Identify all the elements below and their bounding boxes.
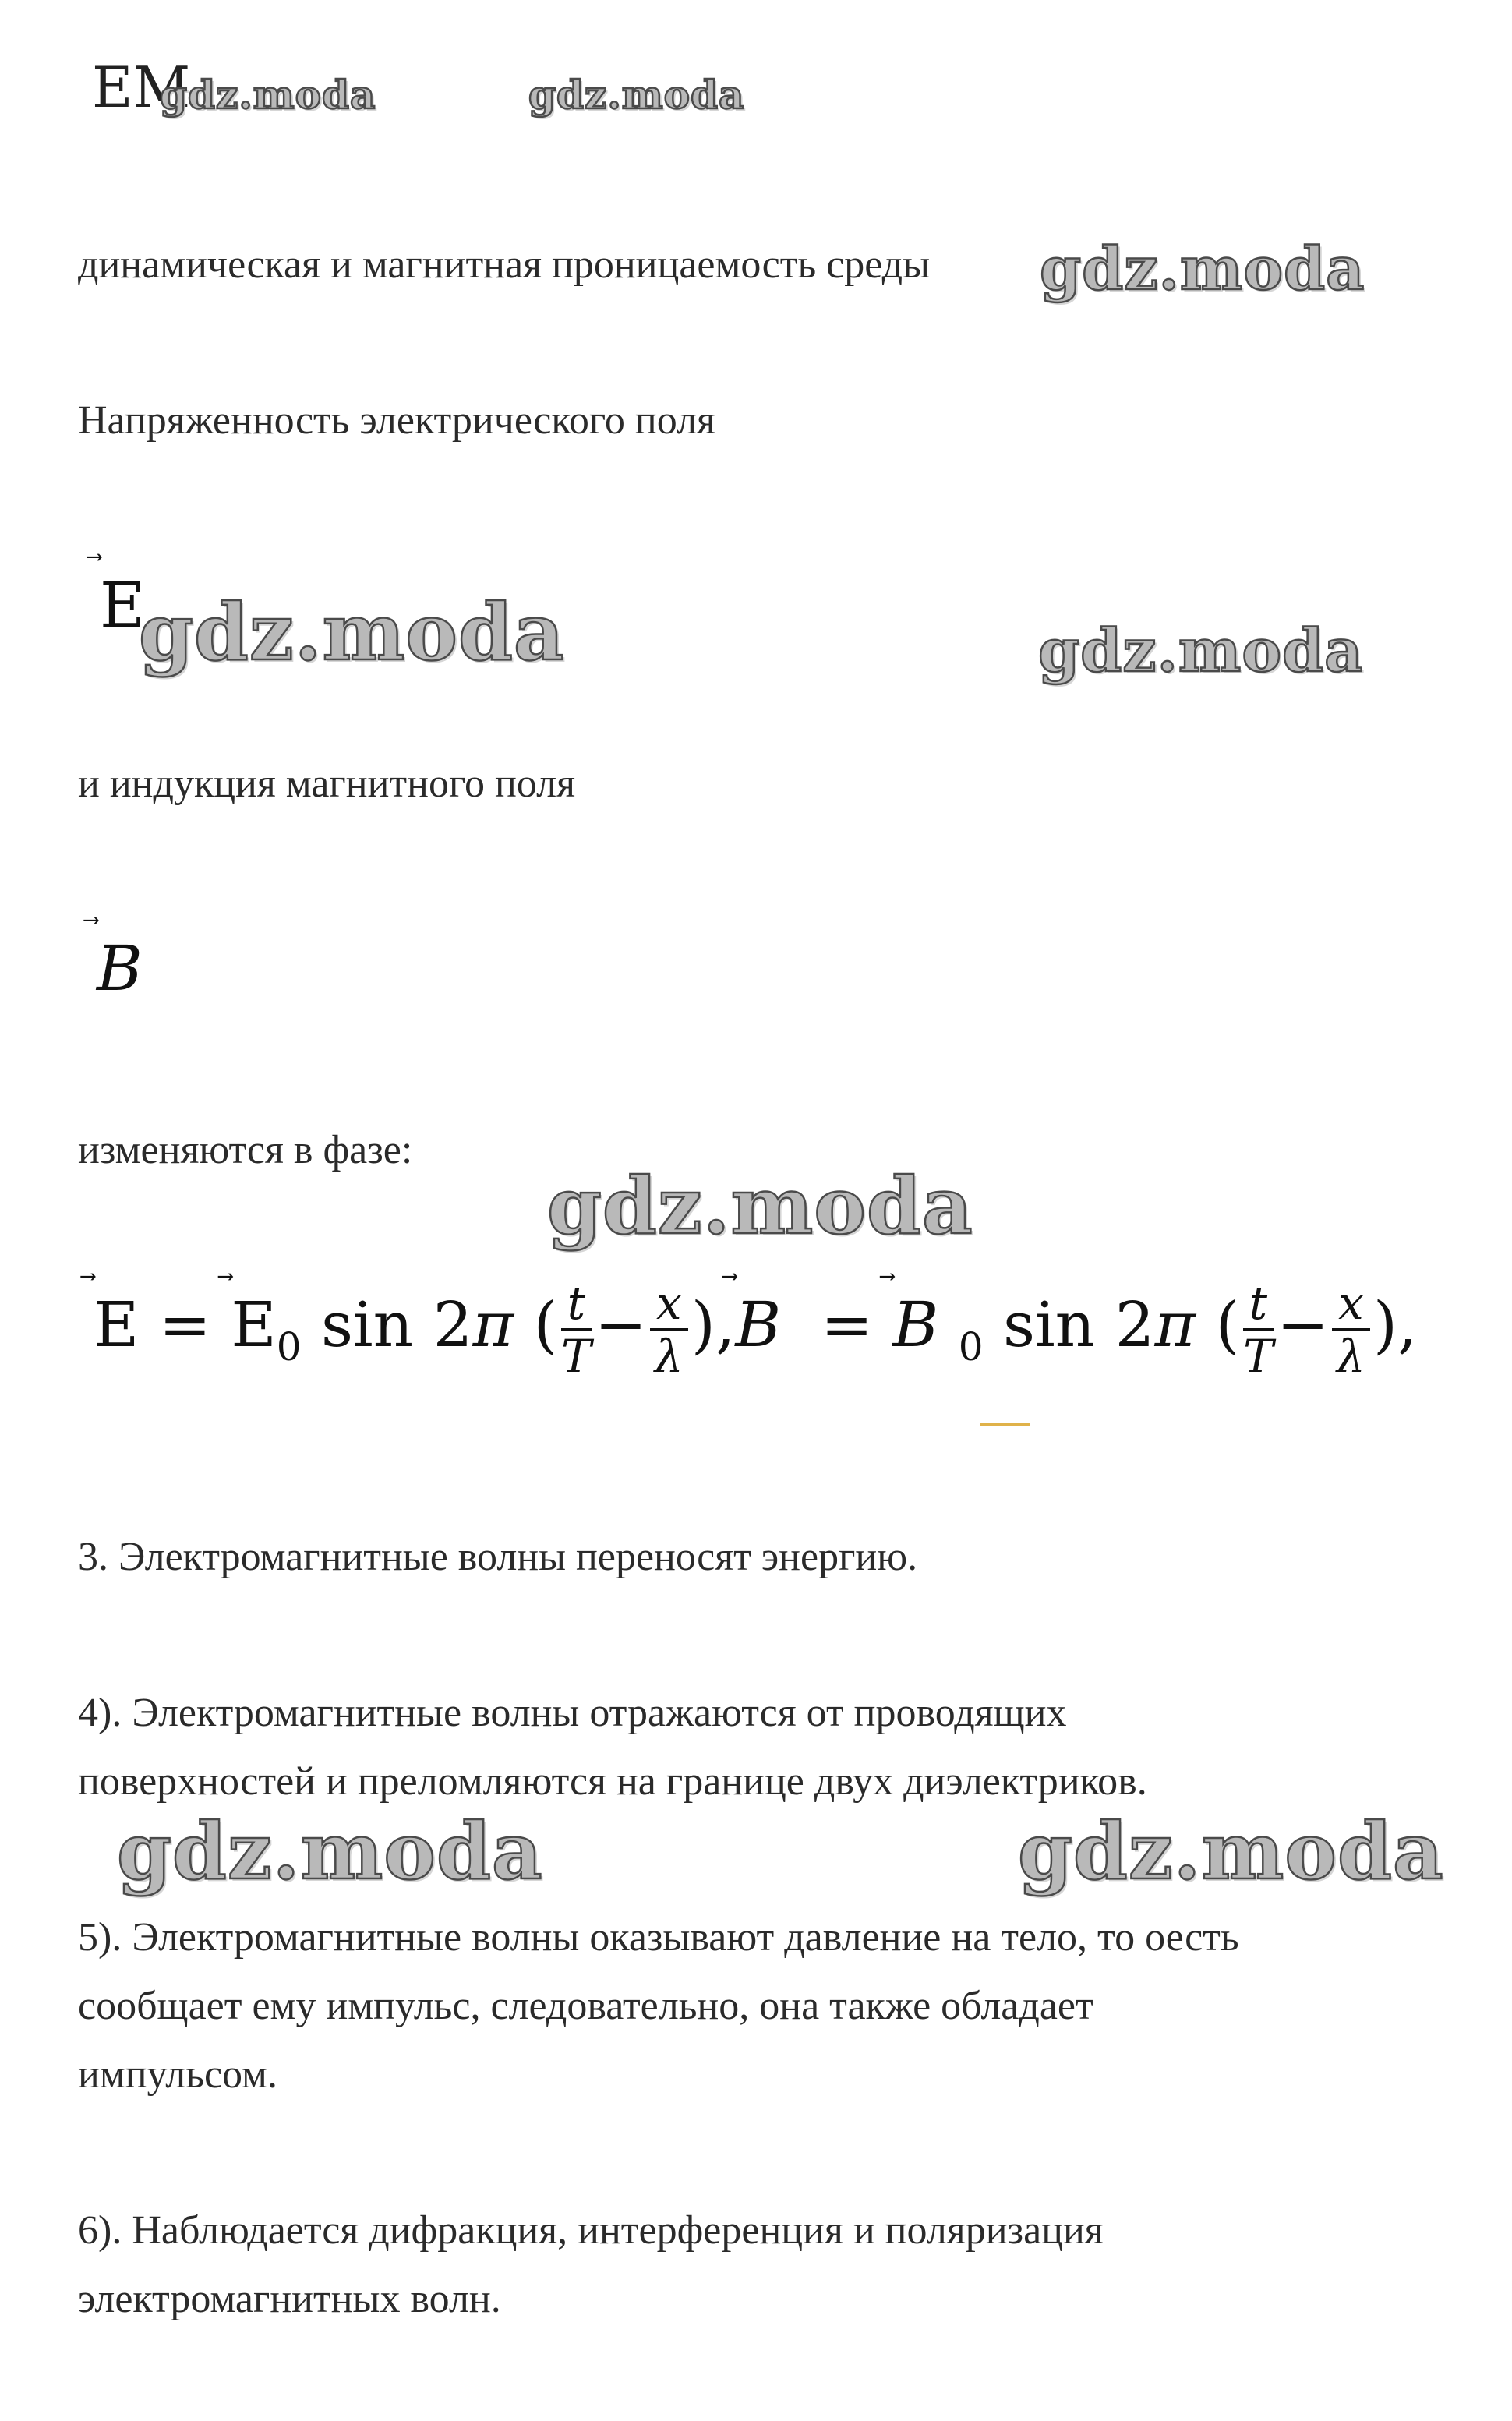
watermark-6: gdz.moda [1018,1805,1444,1897]
watermark-header-2: gdz.moda [528,72,745,118]
formula-wave: E = $E_0$ sin 2π ( $\frac{t}{T}$ − $\frac{x}{\lambda}$ ), B = B $_0$ sin 2π ( $\frac{t}{T}$ − $\frac{x}{\lambda}$ ), [94,1277,1418,1383]
fraction-t-over-T: $\frac{t}{T}$ [561,1277,592,1383]
text-point-5-line3: импульсом. [78,2052,277,2097]
logo-text: ЕМ [92,55,191,120]
watermark-5: gdz.moda [117,1805,543,1897]
text-electric-field: Напряженность электрического поля [78,398,715,443]
watermark-header-1: gdz.moda [160,72,376,118]
text-point-5-line1: 5). Электромагнитные волны оказывают давление на тело, то оесть [78,1915,1239,1960]
text-point-5-line2: сообщает ему импульс, следовательно, она также обладает [78,1984,1093,2028]
watermark-3: gdz.moda [1038,616,1364,685]
watermark-4: gdz.moda [547,1160,973,1252]
fraction-x-over-lambda-2: $\frac{x}{\lambda}$ [1332,1278,1370,1381]
underline-mark [980,1423,1030,1426]
text-point-4-line1: 4). Электромагнитные волны отражаются от проводящих [78,1691,1067,1735]
text-magnetic-induction: и индукция магнитного поля [78,762,575,806]
fraction-t-over-T-2: $\frac{t}{T}$ [1243,1277,1274,1383]
text-point-6-line1: 6). Наблюдается дифракция, интерференция и поляризация [78,2208,1104,2253]
text-in-phase: изменяются в фазе: [78,1128,413,1172]
text-media-permeability: динамическая и магнитная проницаемость среды [78,242,931,287]
text-point-3: 3. Электромагнитные волны переносят энергию. [78,1535,918,1579]
symbol-b-vector: B [97,932,143,1005]
watermark-2: gdz.moda [139,586,565,678]
text-point-6-line2: электромагнитных волн. [78,2277,501,2321]
text-point-4-line2: поверхностей и преломляются на границе двух диэлектриков. [78,1759,1147,1804]
watermark-1: gdz.moda [1040,234,1365,303]
fraction-x-over-lambda: $\frac{x}{\lambda}$ [650,1278,688,1381]
symbol-e-vector: E [100,569,146,641]
